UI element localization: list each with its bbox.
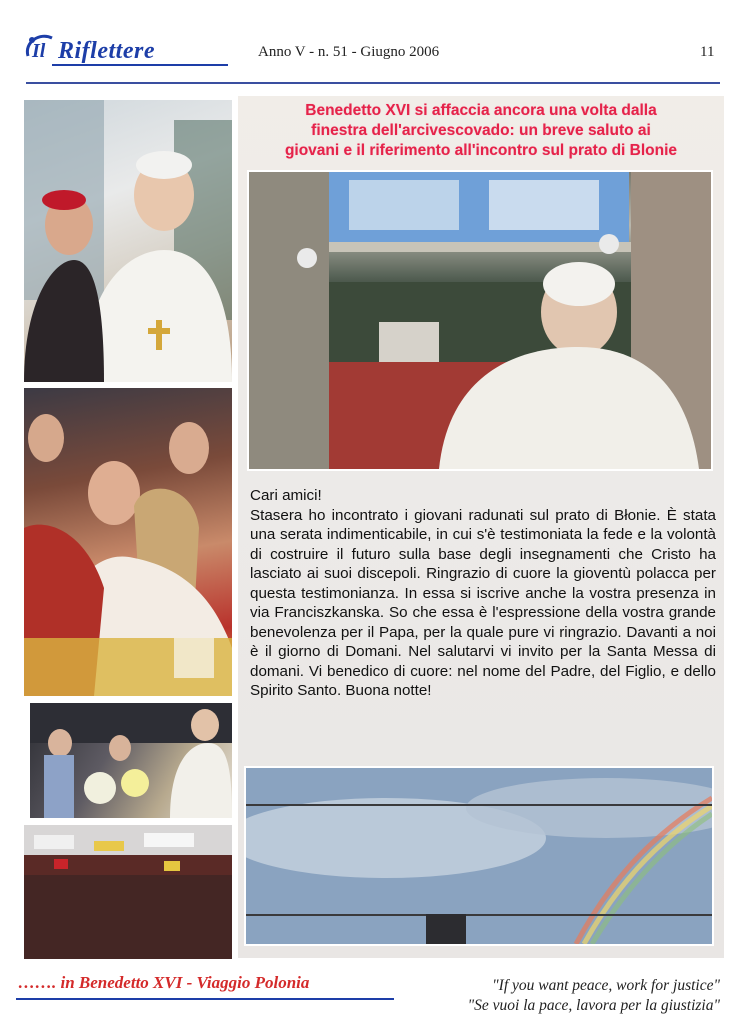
photo-pope-with-cardinal [24,100,232,382]
body-paragraph: Stasera ho incontrato i giovani radunati sul prato di Błonie. È stata una serata indimenticabile, in cui s'è testimoniata la fede e la volontà di costruire il futuro sulla base degli insegnamenti che Cristo ha lasciato ai suoi discepoli. Ringrazio di cuore la gioventù polacca per questa testimonianza. In essa si iscrive anche la vostra presenza in via Franciszkanska. So che essa è l'espressione della vostra grande benevolenza per il Papa, per la quale pure vi ringrazio. Davanti a noi è il giorno di Domani. Nel salutarvi vi invito per la Santa Messa di domani. Vi benedico di cuore: nel nome del Padre, del Figlio, e dello Spirito Santo. Buona notte! [250,506,716,699]
magazine-logo [22,30,222,70]
photo-young-people-crowd [24,388,232,696]
quote-english: "If you want peace, work for justice" [492,977,720,994]
footer-quote [430,976,720,1016]
headline-line: giovani e il riferimento all'incontro sul prato di Blonie [284,142,678,159]
page-header [0,0,740,88]
article-body [250,486,716,701]
headline-line: finestra dell'arcivescovado: un breve saluto ai [311,122,651,139]
headline-line: Benedetto XVI si affaccia ancora una volta dalla [305,102,657,119]
logo-underline [52,64,228,68]
section-footer-title: ……. in Benedetto XVI - Viaggio Polonia [18,973,310,992]
page-number: 11 [700,44,715,60]
photo-crowd-with-flags [24,825,232,959]
header-rule [26,82,720,84]
article-headline [250,101,712,161]
greeting: Cari amici! [250,487,322,504]
logo-title: Riflettere [58,38,155,64]
footer-rule [16,998,394,1000]
photo-pope-at-window [247,170,713,471]
logo-il: Il [32,40,46,62]
issue-info: Anno V - n. 51 - Giugno 2006 [258,44,440,60]
quote-italian: "Se vuoi la pace, lavora per la giustizia" [467,997,720,1014]
photo-barbed-wire-rainbow [244,766,714,946]
photo-pope-receiving-flowers [30,703,232,818]
